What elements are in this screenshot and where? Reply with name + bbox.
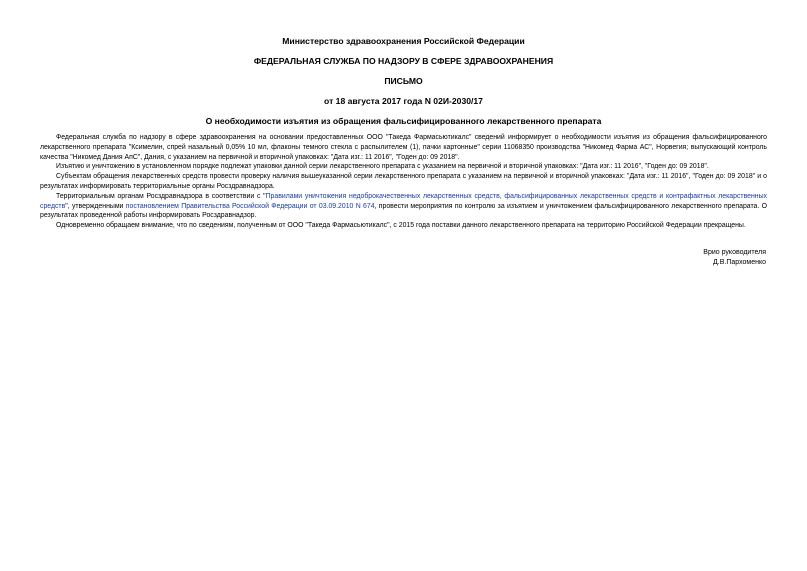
paragraph-4 bbox=[40, 192, 767, 221]
paragraph-4-text-a: Территориальным органам Росздравнадзора в соответствии с " bbox=[56, 192, 266, 200]
signatory-title: Врио руководителя bbox=[703, 249, 766, 256]
rules-link[interactable]: Правилами уничтожения недоброкачественных лекарственных средств, фальсифицированных лекарственных средств и контрафактных лекарственных средств bbox=[40, 192, 767, 210]
paragraph-5: Одновременно обращаем внимание, что по сведениям, полученным от ООО "Такеда Фармасьютикалс", с 2015 года поставки данного лекарственного препарата на территорию Российской Федерации прекращены. bbox=[56, 222, 746, 230]
resolution-link[interactable]: постановлением Правительства Российской Федерации от 03.09.2010 N 674 bbox=[125, 202, 375, 210]
document-type: ПИСЬМО bbox=[384, 76, 423, 86]
service-name: ФЕДЕРАЛЬНАЯ СЛУЖБА ПО НАДЗОРУ В СФЕРЕ ЗДРАВООХРАНЕНИЯ bbox=[253, 56, 554, 66]
document-date-number: от 18 августа 2017 года N 02И-2030/17 bbox=[324, 96, 483, 106]
paragraph-4-text-c: , провести мероприятия по контролю за изъятием и уничтожением фальсифицированного лекарственного препарата. О результатах проведенной работы информировать Росздравнадзор. bbox=[40, 202, 767, 220]
signatory-name: Д.В.Пархоменко bbox=[713, 259, 766, 266]
paragraph-4-text-b: ", утвержденными bbox=[65, 202, 126, 210]
document-body bbox=[40, 133, 767, 231]
paragraph-2: Изъятию и уничтожению в установленном порядке подлежат упаковки данной серии лекарственного препарата с указанием на первичной и вторичной упаковках: "Дата изг.: 11 2016", "Годен до: 09 2018". bbox=[56, 163, 709, 171]
document-subject: О необходимости изъятия из обращения фальсифицированного лекарственного препарата bbox=[205, 116, 602, 126]
ministry-name: Министерство здравоохранения Российской Федерации bbox=[282, 36, 525, 46]
paragraph-3: Субъектам обращения лекарственных средств провести проверку наличия вышеуказанной серии лекарственного препарата с указанием на первичной и вторичной упаковках: "Дата изг.: 11 2016", "Годен до: 09 2018" и о результатах информировать территориальные органы Росздравнадзора. bbox=[40, 173, 767, 190]
paragraph-1: Федеральная служба по надзору в сфере здравоохранения на основании предоставленных ООО "Такеда Фармасьютикалс" сведений информирует о необходимости изъятия из обращения фальсифицированного лекарственного препарата "Ксимелин, спрей назальный 0,05% 10 мл, флаконы темного стекла с распылителем (1), пачки картонные" серии 11068350 производства "Никомед Фарма АС", Норвегия; выпускающий контроль качества "Никомед Дания АпС", Дания, с указанием на первичной и вторичной упаковках: "Дата изг.: 11 2016", "Годен до: 09 2018". bbox=[40, 134, 767, 161]
